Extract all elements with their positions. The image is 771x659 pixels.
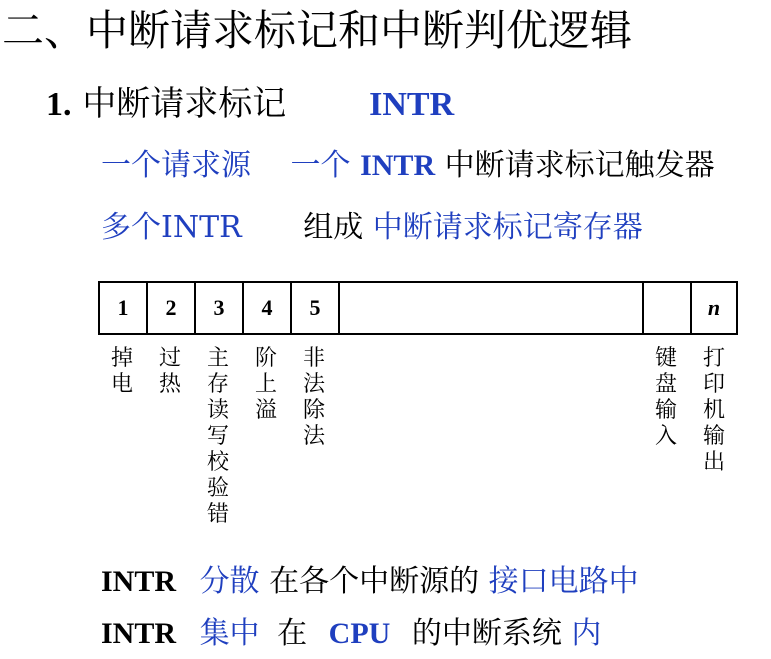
line4-e: 的中断系统 [411,616,562,651]
line3-b: 分散 [199,564,260,599]
register-bit-4: 4 [244,283,292,333]
line1-c: INTR [360,149,436,182]
line4-b: 集中 [199,616,260,651]
line2-a: 多个INTR [101,210,242,245]
line4-c: 在 [277,616,308,651]
register-bit-3: 3 [196,283,244,333]
line4-d: CPU [328,617,391,650]
line2-b: 组成 [303,210,364,245]
line4-a: INTR [101,617,177,650]
section-number: 1. [46,86,72,123]
page-title: 二、中断请求标记和中断判优逻辑 [2,6,633,55]
register-bits-middle [340,283,644,333]
label-power-fail: 掉电 [110,346,133,397]
intr-register [98,281,738,335]
register-bit-n: n [707,295,721,320]
line1-d: 中断请求标记触发器 [444,148,715,183]
register-bit-2: 2 [148,283,196,333]
line2-c: 中断请求标记寄存器 [372,210,643,245]
label-memory-check-error: 主存读写校验错 [206,346,229,527]
line-distributed [101,564,639,600]
line-single-source [101,148,715,184]
section-heading [46,84,454,125]
line1-b: 一个 [290,148,351,183]
section-text: 中断请求标记 [82,84,287,124]
label-illegal-divide: 非法除法 [302,346,325,449]
line3-a: INTR [101,565,177,598]
line3-d: 接口电路中 [488,564,639,599]
line1-a: 一个请求源 [101,148,251,183]
label-overheat: 过热 [158,346,181,397]
line-centralized [101,616,601,652]
register-bit-keyboard [644,283,692,333]
label-keyboard-input: 键盘输入 [654,346,677,449]
label-printer-output: 打印机输出 [702,346,725,475]
register-bit-1: 1 [100,283,148,333]
line3-c: 在各个中断源的 [269,564,480,599]
register-name: INTR [369,86,455,123]
line4-f: 内 [571,616,602,651]
register-bit-5: 5 [292,283,340,333]
label-exponent-overflow: 阶上溢 [254,346,277,423]
line-multi-source [101,210,643,246]
